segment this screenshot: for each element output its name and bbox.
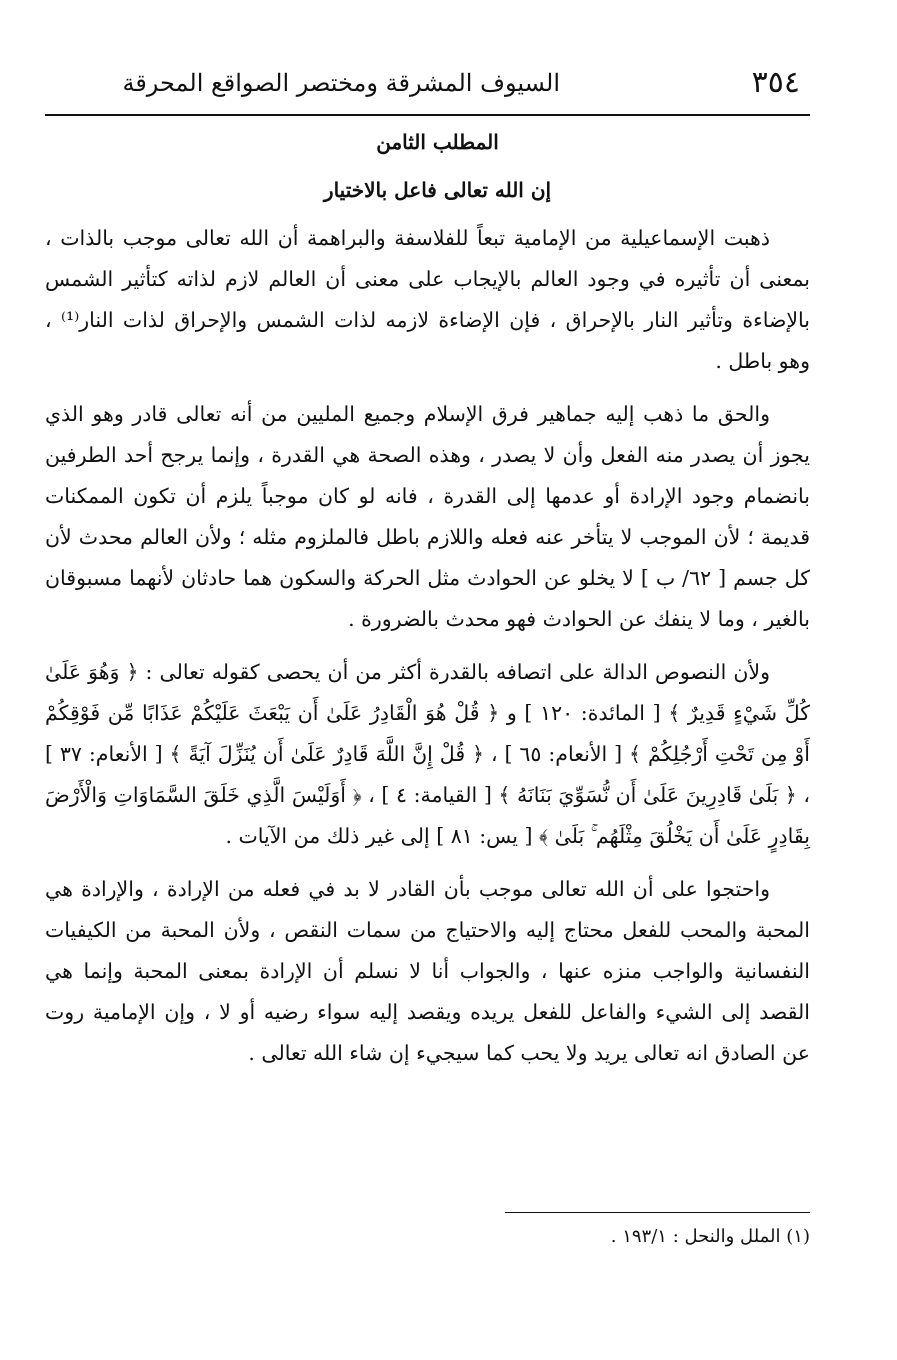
footnote-rule: [505, 1212, 810, 1213]
running-title: السيوف المشرقة ومختصر الصواقع المحرقة: [122, 69, 560, 97]
paragraph-4: واحتجوا على أن الله تعالى موجب بأن القادر لا بد في فعله من الإرادة ، والإرادة هي المحبة والمحب للفعل محتاج إليه والاحتياج من سمات النقص ، ولأن المحبة من الكيفيات النفسانية والواجب منزه عنها ، والجواب أنا لا نسلم أن الإرادة بمعنى المحبة وإنما هي القصد إلى الشيء والفاعل للفعل يريده ويقصد إليه سواء رضيه أو لا ، وإن الإمامية روت عن الصادق انه تعالى يريد ولا يحب كما سيجيء إن شاء الله تعالى .: [45, 877, 810, 1065]
page-body: [45, 122, 810, 1086]
header-rule: [45, 114, 810, 116]
page-header: [45, 58, 810, 116]
page-number: ٣٥٤: [751, 65, 800, 100]
paragraph-3: ولأن النصوص الدالة على اتصافه بالقدرة أكثر من أن يحصى كقوله تعالى : ﴿ وَهُوَ عَلَىٰ كُلِّ شَيْءٍ قَدِيرٌ ﴾ [ المائدة: ١٢٠ ] و ﴿ قُلْ هُوَ الْقَادِرُ عَلَىٰ أَن يَبْعَثَ عَلَيْكُمْ عَذَابًا مِّن فَوْقِكُمْ أَوْ مِن تَحْتِ أَرْجُلِكُمْ ﴾ [ الأنعام: ٦٥ ] ، ﴿ قُلْ إِنَّ اللَّهَ قَادِرٌ عَلَىٰ أَن يُنَزِّلَ آيَةً ﴾ [ الأنعام: ٣٧ ] ، ﴿ بَلَىٰ قَادِرِينَ عَلَىٰ أَن نُّسَوِّيَ بَنَانَهُ ﴾ [ القيامة: ٤ ] ، ﴿ أَوَلَيْسَ الَّذِي خَلَقَ السَّمَاوَاتِ وَالْأَرْضَ بِقَادِرٍ عَلَىٰ أَن يَخْلُقَ مِثْلَهُم ۚ بَلَىٰ ﴾ [ يس: ٨١ ] إلى غير ذلك من الآيات .: [45, 660, 810, 848]
footnote: (١) الملل والنحل : ١٩٣/١ .: [610, 1226, 810, 1247]
section-title-heading: إن الله تعالى فاعل بالاختيار: [323, 178, 552, 202]
section-number-heading: المطلب الثامن: [376, 130, 499, 154]
paragraph-2: والحق ما ذهب إليه جماهير فرق الإسلام وجميع المليين من أنه تعالى قادر وهو الذي يجوز أن يصدر منه الفعل وأن لا يصدر ، وهذه الصحة هي القدرة ، وإنما يرجح أحد الطرفين بانضمام وجود الإرادة أو عدمها إلى القدرة ، فانه لو كان موجباً يلزم أن تكون الممكنات قديمة ؛ لأن الموجب لا يتأخر عنه فعله واللازم باطل فالملزوم مثله ؛ ولأن العالم محدث لأن كل جسم [ ٦٢/ ب ] لا يخلو عن الحوادث مثل الحركة والسكون هما حادثان لأنهما مسبوقان بالغير ، وما لا ينفك عن الحوادث فهو محدث بالضرورة .: [45, 402, 810, 631]
paragraph-1: ذهبت الإسماعيلية من الإمامية تبعاً للفلاسفة والبراهمة أن الله تعالى موجب بالذات ، بمعنى أن تأثيره في وجود العالم بالإيجاب على معنى أن العالم لازم لذاته كتأثير الشمس بالإضاءة وتأثير النار بالإحراق ، فإن الإضاءة لازمه لذات الشمس والإحراق لذات النار⁽¹⁾ ، وهو باطل .: [45, 226, 811, 373]
